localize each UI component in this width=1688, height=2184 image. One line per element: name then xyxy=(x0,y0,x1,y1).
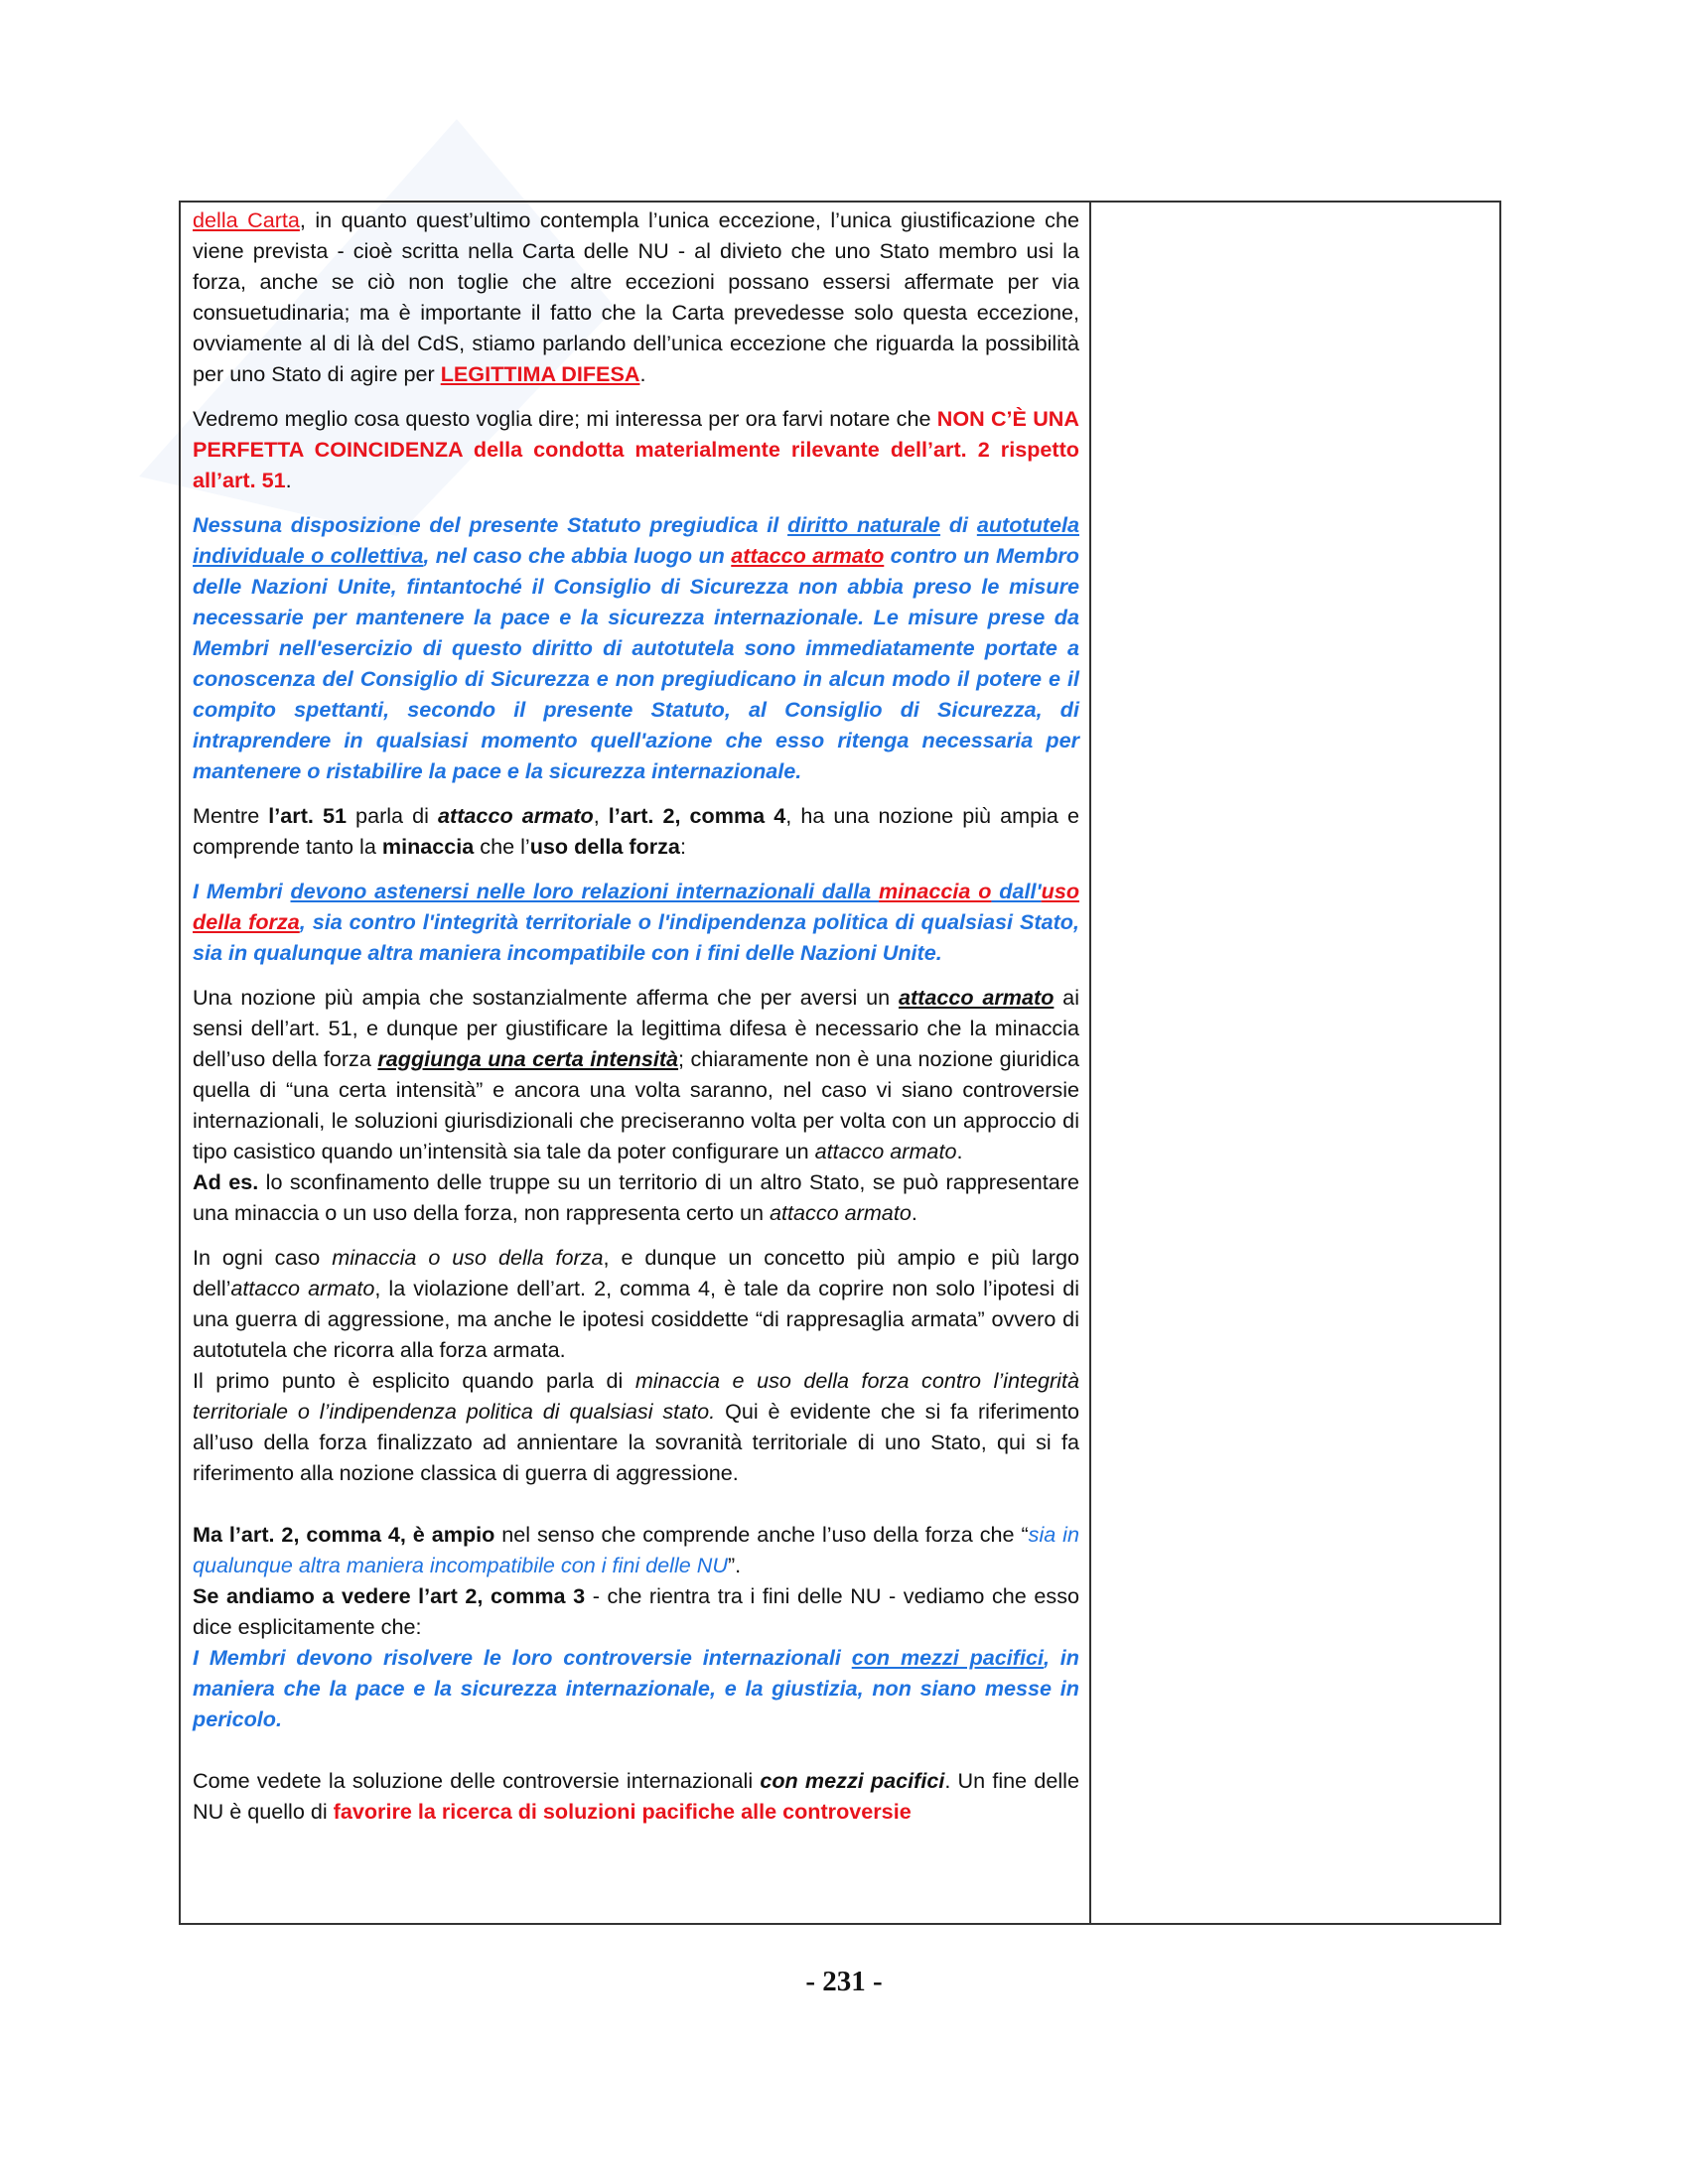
link-della-carta: della Carta xyxy=(193,207,300,232)
paragraph-4: Mentre l’art. 51 parla di attacco armato, l’art. 2, comma 4, ha una nozione più ampia e comprende tanto la minaccia che l’uso della forza: xyxy=(193,803,1080,859)
quote-art-2-comma-4: I Membri devono astenersi nelle loro relazioni internazionali dalla minaccia o dall'uso della forza, sia contro l'integrità territoriale o l'indipendenza politica di qualsiasi Stato, sia in qualunque altra maniera incompatibile con i fini delle Nazioni Unite. xyxy=(193,879,1080,965)
main-text-column xyxy=(181,203,1091,1923)
paragraph-13: Come vedete la soluzione delle controversie internazionali con mezzi pacifici. Un fine delle NU è quello di favorire la ricerca di soluzioni pacifiche alle controversie xyxy=(193,1768,1079,1824)
highlight-non-coincidenza: NON C’È UNA PERFETTA COINCIDENZA della condotta materialmente rilevante dell’art. 2 rispetto all’art. 51 xyxy=(193,406,1079,492)
legittima-difesa-highlight: LEGITTIMA DIFESA xyxy=(440,361,640,386)
paragraph-2: Vedremo meglio cosa questo voglia dire; mi interessa per ora farvi notare che NON C’È UNA PERFETTA COINCIDENZA della condotta materialmente rilevante dell’art. 2 rispetto all’art. 51. xyxy=(193,406,1079,492)
paragraph-9: Il primo punto è esplicito quando parla di minaccia e uso della forza contro l’integrità territoriale o l’indipendenza politica di qualsiasi stato. Qui è evidente che si fa riferimento all’uso della forza finalizzato ad annientare la sovranità territoriale di uno Stato, qui si fa riferimento alla nozione classica di guerra di aggressione. xyxy=(193,1368,1079,1485)
content-table xyxy=(179,201,1501,1925)
paragraph-7: Ad es. lo sconfinamento delle truppe su un territorio di un altro Stato, se può rappresentare una minaccia o un uso della forza, non rappresenta certo un attacco armato. xyxy=(193,1169,1079,1225)
paragraph-6: Una nozione più ampia che sostanzialmente afferma che per aversi un attacco armato ai sensi dell’art. 51, e dunque per giustificare la legittima difesa è necessario che la minaccia dell’uso della forza raggiunga una certa intensità; chiaramente non è una nozione giuridica quella di “una certa intensità” e ancora una volta saranno, nel caso vi siano controversie internazionali, le soluzioni giurisdizionali che preciseranno volta per volta con un approccio di tipo casistico quando un’intensità sia tale da poter configurare un attacco armato. xyxy=(193,985,1079,1163)
quote-art-51: Nessuna disposizione del presente Statuto pregiudica il diritto naturale di autotutela individuale o collettiva, nel caso che abbia luogo un attacco armato contro un Membro delle Nazioni Unite, fintantoché il Consiglio di Sicurezza non abbia preso le misure necessarie per mantenere la pace e la sicurezza internazionale. Le misure prese da Membri nell'esercizio di questo diritto di autotutela sono immediatamente portate a conoscenza del Consiglio di Sicurezza e non pregiudicano in alcun modo il potere e il compito spettanti, secondo il presente Statuto, al Consiglio di Sicurezza, di intraprendere in qualsiasi momento quell'azione che esso ritenga necessaria per mantenere o ristabilire la pace e la sicurezza internazionale. xyxy=(193,512,1079,783)
notes-column xyxy=(1091,203,1499,1923)
paragraph-1: della Carta, in quanto quest’ultimo contempla l’unica eccezione, l’unica giustificazione che viene prevista - cioè scritta nella Carta delle NU - al divieto che uno Stato membro usi la forza, anche se ciò non toglie che altre eccezioni possano essersi affermate per via consuetudinaria; ma è importante il fatto che la Carta prevedesse solo questa eccezione, ovviamente al di là del CdS, stiamo parlando dell’unica eccezione che riguarda la possibilità per uno Stato di agire per LEGITTIMA DIFESA. xyxy=(193,207,1079,386)
paragraph-8: In ogni caso minaccia o uso della forza, e dunque un concetto più ampio e più largo dell’attacco armato, la violazione dell’art. 2, comma 4, è tale da coprire non solo l’ipotesi di una guerra di aggressione, ma anche le ipotesi cosiddette “di rappresaglia armata” ovvero di autotutela che ricorra alla forza armata. xyxy=(193,1245,1079,1362)
paragraph-10: Ma l’art. 2, comma 4, è ampio nel senso che comprende anche l’uso della forza che “sia in qualunque altra maniera incompatibile con i fini delle NU”. xyxy=(193,1522,1079,1577)
paragraph-11: Se andiamo a vedere l’art 2, comma 3 - che rientra tra i fini delle NU - vediamo che esso dice esplicitamente che: xyxy=(193,1583,1080,1639)
page-number: - 231 - xyxy=(805,1966,883,1997)
quote-art-2-comma-3: I Membri devono risolvere le loro controversie internazionali con mezzi pacifici, in maniera che la pace e la sicurezza internazionale, e la giustizia, non siano messe in pericolo. xyxy=(193,1645,1079,1731)
